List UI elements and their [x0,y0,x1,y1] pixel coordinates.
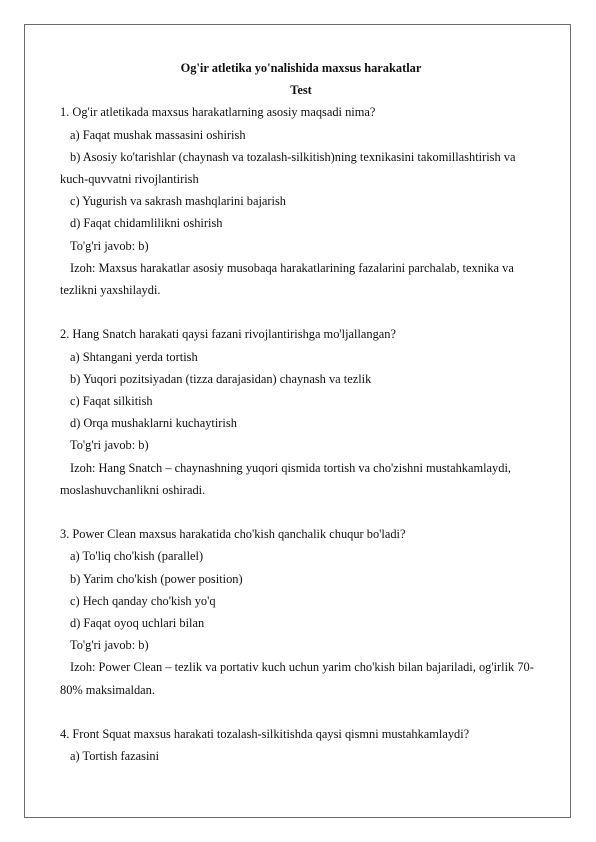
correct-answer: To'g'ri javob: b) [70,238,149,253]
answer-option: d) Faqat oyoq uchlari bilan [70,616,205,631]
spacer [60,501,542,523]
spacer [60,301,542,323]
answer-option: b) Yuqori pozitsiyadan (tizza darajasidan) chaynash va tezlik [70,371,372,386]
answer-option: d) Faqat chidamlilikni oshirish [70,216,223,231]
spacer [60,701,542,723]
question-text: 1. Og'ir atletikada maxsus harakatlarning asosiy maqsadi nima? [60,105,376,120]
question-text: 2. Hang Snatch harakati qaysi fazani rivojlantirishga mo'ljallangan? [60,327,396,342]
question-block [60,723,542,767]
question-text: 3. Power Clean maxsus harakatida cho'kish qanchalik chuqur bo'ladi? [60,527,406,542]
explanation: Izoh: Hang Snatch – chaynashning yuqori qismida tortish va cho'zishni mustahkamlaydi, moslashuvchanlikni oshiradi. [60,460,511,497]
correct-answer: To'g'ri javob: b) [70,438,149,453]
document-page [24,24,571,818]
question-block [60,101,542,301]
answer-option: a) To'liq cho'kish (parallel) [70,549,204,564]
correct-answer: To'g'ri javob: b) [70,638,149,653]
answer-option: b) Yarim cho'kish (power position) [70,571,243,586]
answer-option: c) Hech qanday cho'kish yo'q [70,593,216,608]
answer-option: d) Orqa mushaklarni kuchaytirish [70,416,237,431]
answer-option: a) Shtangani yerda tortish [70,349,198,364]
answer-option: c) Yugurish va sakrash mashqlarini bajarish [70,194,286,209]
document-content [60,57,542,767]
question-text: 4. Front Squat maxsus harakati tozalash-silkitishda qaysi qismni mustahkamlaydi? [60,727,470,742]
document-title: Og'ir atletika yo'nalishida maxsus harakatlar [180,61,422,75]
question-block [60,323,542,501]
answer-option: c) Faqat silkitish [70,394,153,409]
answer-option: b) Asosiy ko'tarishlar (chaynash va tozalash-silkitish)ning texnikasini takomillashtirish va kuch-quvvatni rivojlantirish [60,149,516,187]
document-subtitle: Test [290,83,312,98]
question-block [60,523,542,701]
explanation: Izoh: Power Clean – tezlik va portativ kuch uchun yarim cho'kish bilan bajariladi, og'irlik 70-80% maksimaldan. [60,660,534,697]
answer-option: a) Tortish fazasini [70,749,160,764]
answer-option: a) Faqat mushak massasini oshirish [70,127,246,142]
explanation: Izoh: Maxsus harakatlar asosiy musobaqa harakatlarining fazalarini parchalab, texnika va tezlikni yaxshilaydi. [60,260,514,298]
